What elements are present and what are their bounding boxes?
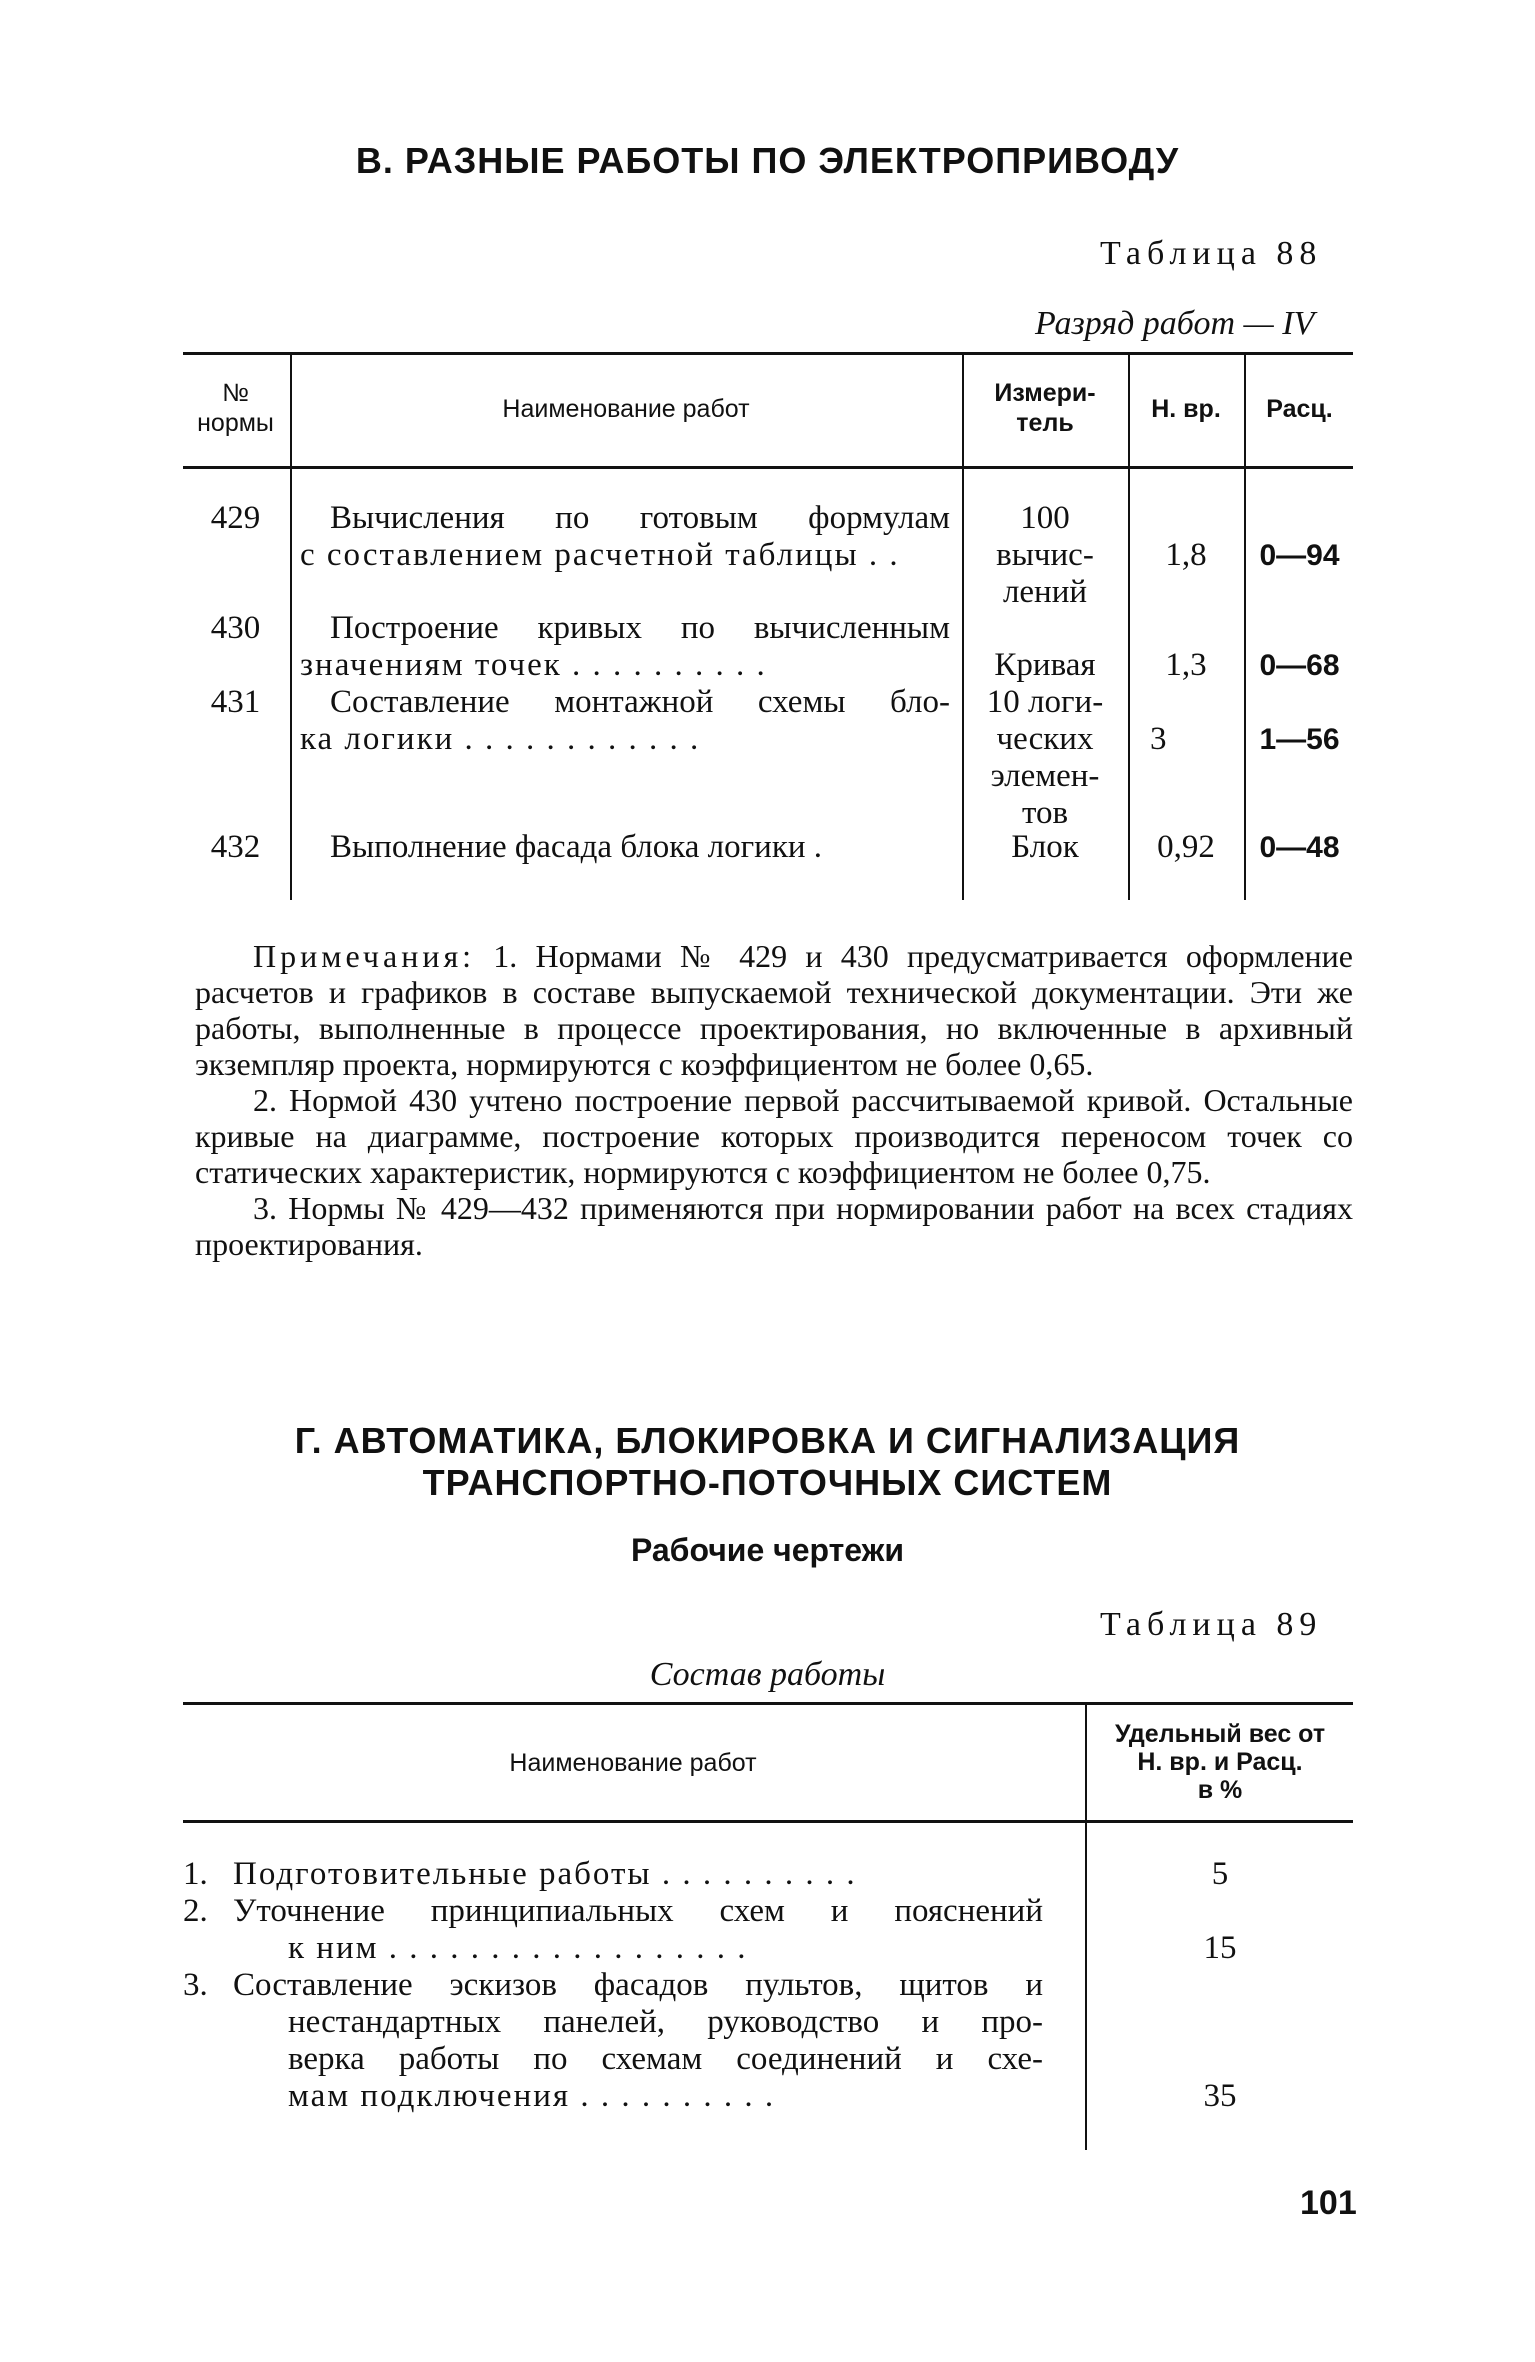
table-row-time: 0,92 [1157, 829, 1215, 865]
table-row-name: Вычисления по готовым формулам с составлением расчетной таблицы . . [300, 500, 950, 573]
table-row-rate: 0—48 [1259, 831, 1340, 864]
table-row-num: 432 [210, 829, 261, 865]
column-header-rate: Расц. [1266, 395, 1333, 423]
table-row-rate: 0—68 [1259, 649, 1340, 682]
table-header-rule [183, 466, 1353, 469]
table-row-name: Построение кривых по вычисленным значениям точек . . . . . . . . . . [300, 610, 950, 683]
table-caption: Состав работы [649, 1656, 886, 1693]
table-row-rate: 1—56 [1259, 723, 1340, 756]
row-text: Уточнение принципиальных схем и пояснений [233, 1893, 1043, 1929]
table-label: Таблица 88 [1100, 235, 1323, 272]
table-row-value: 35 [1203, 2078, 1237, 2114]
column-header-unit: Измери- тель [994, 379, 1096, 437]
table-row-value: 15 [1203, 1930, 1237, 1966]
table-row-unit: Блок [1011, 829, 1079, 865]
subheading: Рабочие чертежи [630, 1532, 905, 1568]
table-top-rule [183, 352, 1353, 355]
section-heading: В. РАЗНЫЕ РАБОТЫ ПО ЭЛЕКТРОПРИВОДУ [355, 140, 1180, 181]
col-divider [1244, 355, 1246, 900]
table-top-rule [183, 1702, 1353, 1705]
table-header-rule [183, 1820, 1353, 1823]
section-heading: Г. АВТОМАТИКА, БЛОКИРОВКА И СИГНАЛИЗАЦИЯ ТРАНСПОРТНО-ПОТОЧНЫХ СИСТЕМ [294, 1420, 1241, 1503]
table-row-unit: Кривая [994, 647, 1096, 683]
row-text: Подготовительные работы . . . . . . . . . . [233, 1856, 857, 1892]
grade-label: Разряд работ — IV [1035, 305, 1315, 342]
table-row-name: Выполнение фасада блока логики . [330, 829, 823, 865]
row-num: 2. [183, 1893, 208, 1929]
row-num: 1. [183, 1856, 208, 1892]
table-row-time: 1,8 [1165, 537, 1207, 573]
table-row-value: 5 [1211, 1856, 1229, 1892]
table-row [183, 1856, 1043, 1893]
column-header-name: Наименование работ [502, 395, 750, 423]
row-text: к ним . . . . . . . . . . . . . . . . . . [288, 1930, 748, 1966]
table-row-time: 3 [1150, 721, 1167, 757]
column-header-num: № нормы [197, 379, 274, 437]
table-row-unit: 100 вычис- лений [996, 500, 1094, 610]
table-row-num: 431 [210, 684, 261, 720]
page-number: 101 [1300, 2184, 1357, 2222]
col-divider [290, 355, 292, 900]
table-label: Таблица 89 [1100, 1606, 1323, 1643]
note-1: Примечания: 1. Нормами № 429 и 430 предусматривается оформление расчетов и графиков в составе выпускаемой технической документации. Эти же работы, выполненные в процессе проектирования, но включенные в архивный экземпляр проекта, нормируются с коэффициентом не более 0,65. [195, 938, 1353, 1082]
notes-label: Примечания: [253, 938, 476, 974]
column-header-weight: Удельный вес от Н. вр. и Расц. в % [1114, 1720, 1326, 1804]
row-text: нестандартных панелей, руководство и про- [288, 2004, 1043, 2040]
table-row-num: 430 [210, 610, 261, 646]
column-header-name: Наименование работ [509, 1749, 757, 1777]
table-row [183, 1893, 1043, 1967]
column-header-time: Н. вр. [1151, 395, 1221, 423]
table-row-num: 429 [210, 500, 261, 536]
col-divider [1128, 355, 1130, 900]
note-2: 2. Нормой 430 учтено построение первой рассчитываемой кривой. Остальные кривые на диаграмме, построение которых производится переносом точек со статических характеристик, нормируются с коэффициентом не более 0,75. [195, 1082, 1353, 1190]
row-text: Составление эскизов фасадов пультов, щитов и [233, 1967, 1043, 2003]
row-text: мам подключения . . . . . . . . . . [288, 2078, 776, 2114]
table-row-name: Составление монтажной схемы бло- ка логики . . . . . . . . . . . . [300, 684, 950, 757]
table-row-unit: 10 логи- ческих элемен- тов [986, 684, 1104, 831]
notes-block [195, 938, 1353, 1262]
row-text: верка работы по схемам соединений и схе- [288, 2041, 1043, 2077]
row-num: 3. [183, 1967, 208, 2003]
table-row [183, 1967, 1043, 2115]
note-3: 3. Нормы № 429—432 применяются при нормировании работ на всех стадиях проектирования. [195, 1190, 1353, 1262]
table-row-time: 1,3 [1165, 647, 1207, 683]
table-row-rate: 0—94 [1259, 539, 1340, 572]
